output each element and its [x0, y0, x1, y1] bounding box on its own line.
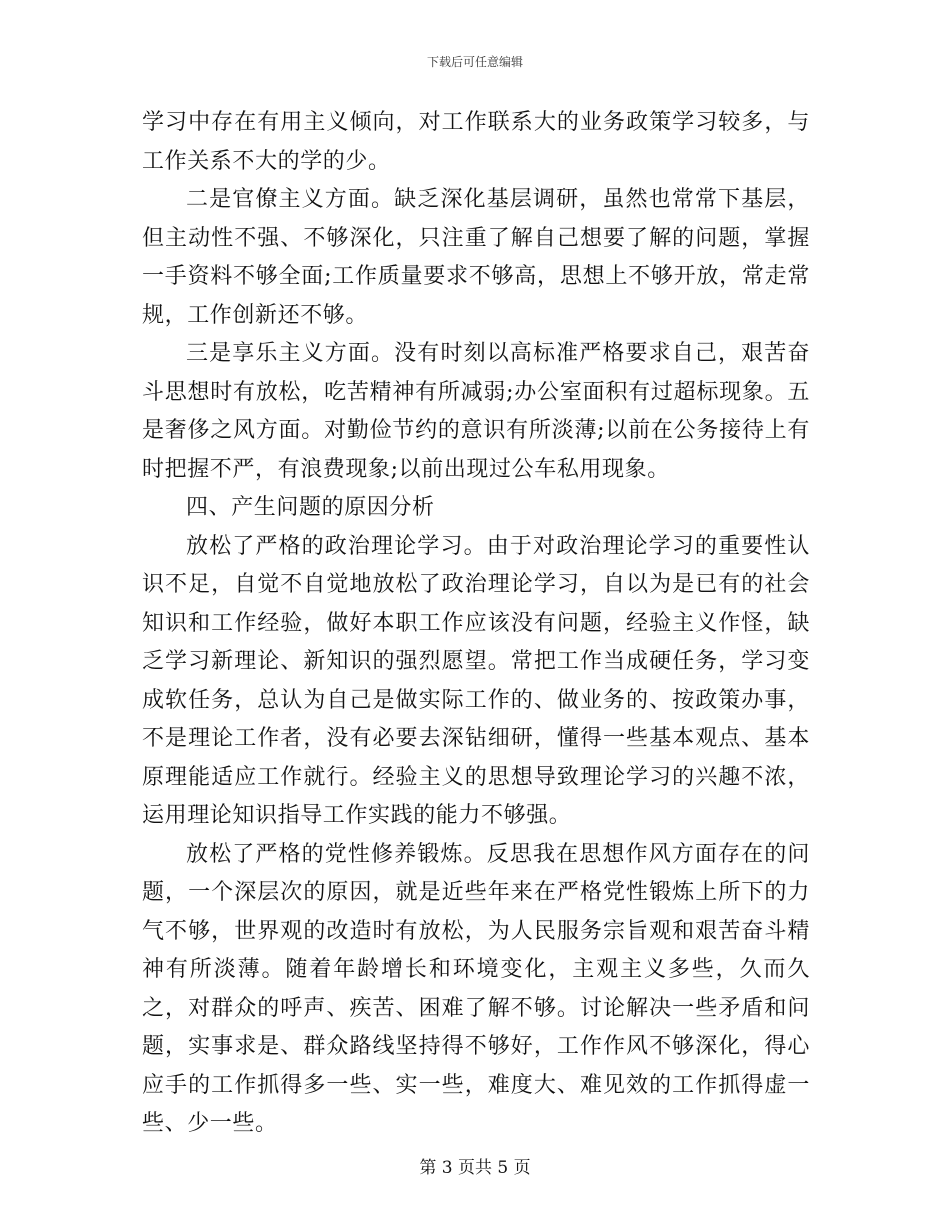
- page-number: 第 3 页共 5 页: [419, 1158, 531, 1178]
- section-heading: 四、产生问题的原因分析: [186, 495, 435, 520]
- document-body: [142, 104, 810, 1144]
- page-header-note: 下载后可任意编辑: [426, 55, 523, 69]
- paragraph-1: 学习中存在有用主义倾向，对工作联系大的业务政策学习较多，与工作关系不大的学的少。: [142, 110, 810, 174]
- paragraph-4: 放松了严格的政治理论学习。由于对政治理论学习的重要性认识不足，自觉不自觉地放松了政治理论学习，自以为是已有的社会知识和工作经验，做好本职工作应该没有问题，经验主义作怪，缺乏学习新理论、新知识的强烈愿望。常把工作当成硬任务，学习变成软任务，总认为自己是做实际工作的、做业务的、按政策办事，不是理论工作者，没有必要去深钻细研，懂得一些基本观点、基本原理能适应工作就行。经验主义的思想导致理论学习的兴趣不浓，运用理论知识指导工作实践的能力不够强。: [142, 533, 810, 828]
- paragraph-2: 二是官僚主义方面。缺乏深化基层调研，虽然也常常下基层，但主动性不强、不够深化，只注重了解自己想要了解的问题，掌握一手资料不够全面;工作质量要求不够高，思想上不够开放，常走常规，工作创新还不够。: [142, 187, 810, 328]
- paragraph-5: 放松了严格的党性修养锻炼。反思我在思想作风方面存在的问题，一个深层次的原因，就是近些年来在严格党性锻炼上所下的力气不够，世界观的改造时有放松，为人民服务宗旨观和艰苦奋斗精神有所淡薄。随着年龄增长和环境变化，主观主义多些，久而久之，对群众的呼声、疾苦、困难了解不够。讨论解决一些矛盾和问题，实事求是、群众路线坚持得不够好，工作作风不够深化，得心应手的工作抓得多一些、实一些，难度大、难见效的工作抓得虚一些、少一些。: [142, 841, 810, 1136]
- paragraph-3: 三是享乐主义方面。没有时刻以高标准严格要求自己，艰苦奋斗思想时有放松，吃苦精神有所减弱;办公室面积有过超标现象。五是奢侈之风方面。对勤俭节约的意识有所淡薄;以前在公务接待上有时把握不严，有浪费现象;以前出现过公车私用现象。: [142, 341, 810, 482]
